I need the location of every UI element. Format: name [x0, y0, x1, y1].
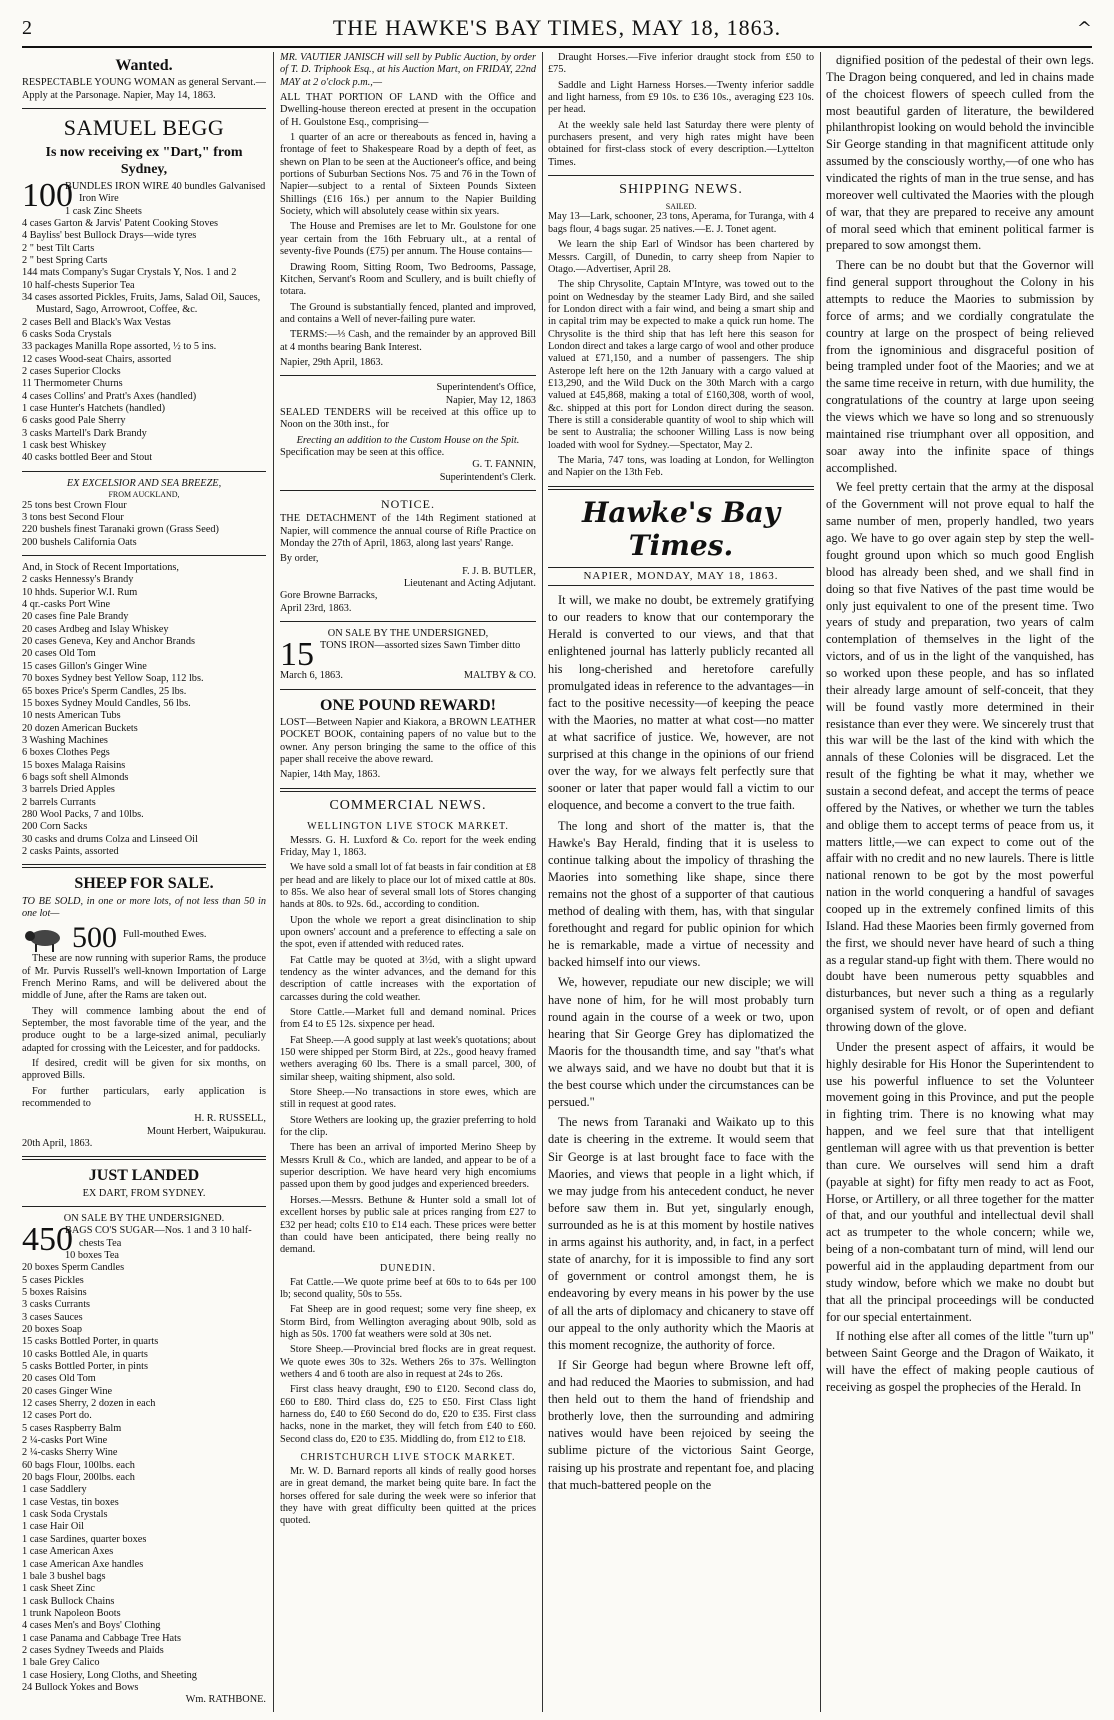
list-item: 3 casks Martell's Dark Brandy	[22, 427, 147, 439]
paragraph: Fat Cattle.—We quote prime beef at 60s to to 64s per 100 lb; second quality, 50s to 55s.	[280, 1276, 536, 1300]
paragraph: First class heavy draught, £90 to £120. Second class do, £60 to £80. Third class do, £25 to £50. First Class light harness do, £40 to £60 Second do do, £20 to £35. First class hacks, none in the market, they will fetch from £40 to £60. Second class do, £20 to £35. Middling do, from £12 to £18.	[280, 1384, 536, 1445]
editorial-continued	[826, 52, 1094, 1396]
shipping-title: SHIPPING NEWS.	[619, 182, 743, 198]
divider	[280, 490, 536, 491]
list-item: 3 casks Currants	[22, 1299, 91, 1311]
notice-sign: F. J. B. BUTLER,	[462, 565, 536, 577]
list-item: 25 tons best Crown Flour	[22, 499, 127, 511]
divider	[22, 1156, 266, 1160]
paragraph: 1 quarter of an acre or thereabouts as fenced in, having a frontage of feet to Shakespeare Road by a depth of feet, as shewn on Plan to be seen at the Auctioneer's office, and being portions of Suburban Sections Nos. 75 and 76 in the Town of Napier—subject to a rental of Sixteen Pounds Sixteen Shillings (£16 16s.) per annum to the Napier Building Society, which will absolutely cease within six years.	[280, 132, 536, 218]
list-item: 2 casks Paints, assorted	[22, 845, 119, 857]
list-item: 1 cask Bullock Chains	[22, 1595, 115, 1607]
list-item: 12 cases Sherry, 2 dozen in each	[22, 1398, 156, 1410]
list-item: 2 " best Tilt Carts	[22, 242, 95, 254]
list-item: 1 bale 3 bushel bags	[22, 1570, 106, 1582]
list-item: 4 qr.-casks Port Wine	[22, 599, 111, 611]
list-item: 20 boxes Sperm Candles	[22, 1262, 125, 1274]
paragraph: Store Wethers are looking up, the grazier preferring to hold for the clip.	[280, 1114, 536, 1139]
paragraph: Upon the whole we report a great disinclination to ship upon owners' account and a preference to effecting a sale on the spot, even if attended with reduced rates.	[280, 914, 536, 951]
list-item: 20 cases Geneva, Key and Anchor Brands	[22, 636, 195, 648]
paragraph: Draught Horses.—Five inferior draught stock from £50 to £75.	[548, 52, 814, 76]
notice-role: Lieutenant and Acting Adjutant.	[403, 578, 536, 590]
list-item: 12 cases Port do.	[22, 1410, 92, 1422]
page-number: 2	[22, 16, 32, 39]
paragraph: If nothing else after all comes of the little "turn up" between Saint George and the Dragon of Waikato, it will have the effect of making people cautious of receiving as gospel the prophecies of the Herald. In	[826, 1329, 1094, 1395]
sheep-head: Full-mouthed Ewes.	[123, 929, 207, 941]
divider	[280, 689, 536, 690]
begg-name: SAMUEL BEGG	[63, 114, 225, 140]
iron-text: TONS IRON—assorted sizes Sawn Timber ditto	[320, 640, 521, 652]
paragraph: The Maria, 747 tons, was loading at London, for Wellington and Napier on the 13th Feb.	[548, 455, 814, 479]
sheep-paras	[22, 953, 266, 1110]
landed-big-number: 450	[22, 1221, 73, 1259]
paragraph: The ship Chrysolite, Captain M'Intyre, was towed out to the point on Wednesday by the steamer Lady Bird, and she sailed for London direct with a fair wind, and being a smart ship and in capital trim may be expected to make a quick run home. The Chrysolite is the third ship that has left here this season for London direct and takes a large cargo of wool and other produce valued at £71,150, and a number of passengers. The ship Asterope left here on the 12th January with a cargo valued at £13,290, and the Wild Duck on the 30th March with a cargo valued at £45,868, making a total of £160,308, worth of wool, &c. shipped at this port for London direct during the season. There is still a considerable quantity of wool to ship which will be sent to Australia; the schooner Willing Lass is now being loaded with wool for Sydney.—Spectator, May 2.	[548, 279, 814, 451]
iron-sign: MALTBY & CO.	[463, 670, 536, 682]
paragraph: There has been an arrival of imported Merino Sheep by Messrs Krull & Co., which are landed, and appear to be of a superior description. We have heard very high encomiums passed upon them by good judges and experienced breeders.	[280, 1142, 536, 1191]
land-date: Napier, 29th April, 1863.	[280, 356, 384, 368]
tender-role: Superintendent's Clerk.	[439, 471, 536, 483]
list-item: 2 ¼-casks Sherry Wine	[22, 1447, 118, 1459]
paragraph: Messrs. G. H. Luxford & Co. report for the week ending Friday, May 1, 1863.	[280, 834, 536, 858]
corner-mark: ^	[1076, 17, 1092, 39]
list-item: 6 casks good Pale Sherry	[22, 415, 126, 427]
list-item: 5 cases Raspberry Balm	[22, 1422, 122, 1434]
begg-big-number: 100	[22, 176, 73, 214]
list-item: 20 cases Ardbeg and Islay Whiskey	[22, 623, 169, 635]
list-item: 20 cases Old Tom	[22, 1373, 96, 1385]
list-item: 33 packages Manilla Rope assorted, ½ to 5 ins.	[22, 341, 217, 353]
list-item: 15 cases Gillon's Ginger Wine	[22, 660, 147, 672]
tender-sign: G. T. FANNIN,	[472, 459, 536, 471]
list-item: 6 boxes Clothes Pegs	[22, 747, 110, 759]
paragraph: Store Sheep.—Provincial bred flocks are in great request. We quote ewes 30s to 32s. Wethers 26s to 37s. Wellington wethers 4 and 6 tooth are also in request at 24s to 26s.	[280, 1344, 536, 1380]
list-item: 2 cases Sydney Tweeds and Plaids	[22, 1644, 164, 1656]
paragraph: There can be no doubt but that the Governor will find general support throughout the Colony in his attempts to reduce the Maories to submission by force of arms; and we cordially congratulate the country at large on the prospect of being relieved from the ignominious and disgraceful position of being trampled under foot of the Maories; and we at the same time receive in return, with due humility, the congratulations of the country at large upon seeing the views which we have so long and so strenuously maintained rise triumphant over all opposition, and soar away into the infinite space of things accomplished.	[826, 258, 1094, 475]
list-item: 1 case American Axes	[22, 1546, 114, 1558]
column-rule	[820, 52, 821, 1712]
list-item: 1 case Saddlery	[22, 1484, 87, 1496]
divider	[22, 471, 266, 472]
paragraph: We feel pretty certain that the army at the disposal of the Government will not prove equal to half the same number of men, properly handled, two years ago. We have to go over again step by step the well-fought ground upon which so much good English blood has already been shed, and we shall find in doing so that five Natives of the past time would be only just equivalent to one of the present time. Two years of study and preparation, two years of calm contemplation of themselves in the light of the victors, and of us in the light of the vanquished, has so worked upon these people, and has so inflated their already large amount of self-conceit, that they will be found vastly more determined in their resistance than ever they were. We sincerely trust that this war will be the last of the kind with which the annals of these Colonies will be disgraced. Let the result of the fighting be what it may, whether we sustain a second defeat, and accept the terms of peace offered by the Natives, or whether we turn the tables and oblige them to accept terms of peace from us, it matters little,—we can expect to come out of the affair with no credit and no new laurels. There is little national renown to be got by the most powerful nation in the world conquering a handful of savages cooped up in the extremely confined limits of this Island. Had these Maories been firmly governed from the first, we should never have heard of such a thing as a regular stand-up fight with them. There would no doubt have been numerous petty squabbles and disturbances, but never such a thing as a regularly organised system of revolt, or of open and defiant throwing down of the glove.	[826, 480, 1094, 1034]
notice-date: April 23rd, 1863.	[280, 602, 352, 614]
paragraph: For further particulars, early application is recommended to	[22, 1085, 266, 1109]
list-item: BAGS CO'S SUGAR—Nos. 1 and 3 10 half-chests Tea	[65, 1225, 252, 1249]
paragraph: At the weekly sale held last Saturday there were plenty of purchasers present, and very high rates might have been obtained for first-class stock of every description.—Lyttelton Times.	[548, 119, 814, 168]
editorial	[548, 592, 814, 1494]
paragraph: dignified position of the pedestal of their own legs. The Dragon being conquered, and led in chains made of the choicest flowers of speech culled from the most beautiful garden of literature, the bewildered philanthropist looking on would behold the invincible Sir George standing in that magnificent attitude only assumed by the consciously worthy,—of one who has vindicated the rights of man in the true sense, and has moreover well cultivated the Maories with the plough of war, that they are prepared to receive any amount of moral seed which that eminent political farmer is prepared to sow amongst them.	[826, 53, 1094, 253]
draught-paras	[548, 52, 814, 169]
notice-place: Gore Browne Barracks,	[280, 590, 378, 602]
list-item: 20 cases fine Pale Brandy	[22, 611, 129, 623]
landed-items	[22, 1221, 266, 1694]
divider	[548, 175, 814, 176]
divider	[280, 621, 536, 622]
list-item: 15 boxes Sydney Mould Candles, 56 lbs.	[22, 697, 191, 709]
paragraph: The Ground is substantially fenced, planted and improved, and contains a Well of never-failing pure water.	[280, 301, 536, 325]
list-item: 20 cases Ginger Wine	[22, 1385, 113, 1397]
list-item: 6 bags soft shell Almonds	[22, 771, 129, 783]
list-item: 15 boxes Malaga Raisins	[22, 759, 126, 771]
list-item: 40 casks bottled Beer and Stout	[22, 452, 153, 464]
list-item: 20 cases Old Tom	[22, 648, 96, 660]
paragraph: Fat Cattle may be quoted at 3½d, with a slight upward tendency as the winter advances, and the demand for this description of cattle increases with the exportation of carcasses during the cold weather.	[280, 954, 536, 1003]
paragraph: We have sold a small lot of fat beasts in fair condition at £8 per head and are likely to place our lot of mixed cattle at 80s. to 85s. We also hear of several small lots of Stores changing hands at 80s. to 92s. 6d., according to condition.	[280, 862, 536, 911]
list-item: 1 case Vestas, tin boxes	[22, 1496, 119, 1508]
list-item: 3 cases Sauces	[22, 1311, 83, 1323]
list-item: 2 " best Spring Carts	[22, 254, 108, 266]
masthead	[22, 10, 1092, 48]
divider	[280, 788, 536, 792]
shipping-paras	[548, 239, 814, 480]
divider	[22, 555, 266, 556]
list-item: 11 Thermometer Churns	[22, 378, 123, 390]
list-item: 70 boxes Sydney best Yellow Soap, 112 lbs.	[22, 673, 204, 685]
column-4	[826, 52, 1094, 1712]
dateline: NAPIER, MONDAY, MAY 18, 1863.	[548, 567, 814, 586]
list-item: 1 bale Grey Calico	[22, 1657, 100, 1669]
landed-title: JUST LANDED	[88, 1167, 200, 1185]
list-item: 1 case Hunter's Hatchets (handled)	[22, 403, 166, 415]
paragraph: Store Sheep.—No transactions in store ewes, which are still in request at good rates.	[280, 1087, 536, 1111]
paper-title: Hawke's Bay Times.	[581, 495, 781, 563]
divider	[22, 108, 266, 109]
list-item: 2 cases Superior Clocks	[22, 366, 121, 378]
paragraph: We, however, repudiate our new disciple; we will have none of him, for he will most probably turn round again in the course of a week or two, upon hearing that Sir George Grey has diplomatized the Maoris for the thousandth time, and say "that's what we always said, and we have no doubt but that it is the best course which under the circumstances can be persued."	[548, 975, 814, 1110]
list-item: 280 Wool Packs, 7 and 10lbs.	[22, 808, 144, 820]
list-item: 3 Washing Machines	[22, 734, 108, 746]
dunedin-title: DUNEDIN.	[379, 1262, 437, 1274]
list-item: 1 cask Zinc Sheets	[65, 205, 142, 217]
paragraph: Store Cattle.—Market full and demand nominal. Prices from £4 to £5 12s. sixpence per head.	[280, 1007, 536, 1031]
column-1	[22, 52, 266, 1712]
tender-date: Napier, May 12, 1863	[445, 394, 536, 406]
sailed-text: May 13—Lark, schooner, 23 tons, Aperama, for Turanga, with 4 bags flour, 4 bags sugar. 25 natives.—E. J. Tonet agent.	[548, 211, 814, 235]
paragraph: Saddle and Light Harness Horses.—Twenty inferior saddle and light harness, from £9 10s. to £36 10s., averaging £23 10s. per head.	[548, 79, 814, 116]
iron-big-number: 15	[280, 636, 314, 674]
paragraph: They will commence lambing about the end of September, the most favorable time of the year, and the produce ought to be a large-sized animal, peculiarly adapted for crossing with the Leicester, and for paddocks.	[22, 1005, 266, 1054]
reward-date: Napier, 14th May, 1863.	[280, 769, 381, 781]
divider	[280, 375, 536, 376]
list-item: 4 cases Men's and Boys' Clothing	[22, 1620, 161, 1632]
landed-sale: ON SALE BY THE UNDERSIGNED.	[63, 1212, 225, 1224]
stock-items	[22, 574, 266, 858]
sheep-title: SHEEP FOR SALE.	[74, 875, 214, 893]
list-item: 1 case Hosiery, Long Cloths, and Sheeting	[22, 1669, 197, 1681]
sheep-icon	[22, 925, 66, 953]
column-rule	[273, 52, 274, 1712]
begg-items	[22, 176, 266, 465]
list-item: 200 Corn Sacks	[22, 821, 88, 833]
list-item: 3 tons best Second Flour	[22, 512, 124, 524]
tender-item: Erecting an addition to the Custom House on the Spit.	[296, 434, 520, 446]
land-text: ALL THAT PORTION OF LAND with the Office and Dwelling-house thereon erected at present in the occupation of H. Goulstone Esq., comprising—	[280, 92, 536, 128]
list-item: 1 case Hair Oil	[22, 1521, 85, 1533]
list-item: 6 casks Soda Crystals	[22, 328, 112, 340]
divider	[22, 864, 266, 868]
list-item: BUNDLES IRON WIRE 40 bundles Galvanised Iron Wire	[65, 180, 266, 205]
list-item: 20 boxes Soap	[22, 1323, 83, 1335]
landed-sign: Wm. RATHBONE.	[185, 1694, 266, 1706]
sheep-intro: TO BE SOLD, in one or more lots, of not less than 50 in one lot—	[22, 895, 266, 919]
sheep-place: Mount Herbert, Waipukurau.	[146, 1125, 266, 1137]
ex-from: FROM AUCKLAND,	[108, 490, 180, 500]
list-item: 20 dozen American Buckets	[22, 722, 138, 734]
list-item: 2 barrels Currants	[22, 796, 96, 808]
paragraph: Fat Sheep are in good request; some very fine sheep, ex Storm Bird, from Wellington averaging about 90lb, sold as high as 50s. 1700 fat weathers were sold at 30s net.	[280, 1304, 536, 1340]
list-item: 20 bags Flour, 200lbs. each	[22, 1472, 135, 1484]
paragraph: It will, we make no doubt, be extremely gratifying to our readers to know that our contemporary the Herald is converted to our views, and that that enlightened journal has latterly publicly recanted all his long-cherished and heretofore carefully promulgated ideas in reference to the advantages—in fact to the positive necessity—of keeping the peace with the Maories, no matter at what cost—no matter at what sacrifice of justice. We, however, are not surprised at this change in the opinions of our friend over the way, for we always felt perfectly sure that sooner or later that paper would fall a victim to our eloquence, and become a convert to the true faith.	[548, 593, 814, 813]
wellington-paras	[280, 835, 536, 1257]
list-item: 10 half-chests Superior Tea	[22, 279, 135, 291]
list-item: 10 hhds. Superior W.I. Rum	[22, 586, 138, 598]
list-item: 1 cask best Whiskey	[22, 440, 107, 452]
paragraph: The news from Taranaki and Waikato up to this date is cheering in the extreme. It would seem that Sir George is at last brought face to face with the Maories, and views that people in a light which, if we may judge from his antecedent conduct, he never before saw them in. But yet, singularly enough, surrounded as he is at this moment by hostile natives in arms against his authority, and, in fact, in a perfect state of anarchy, for it is impossible to find any sort of government or control amongst them, he is endeavoring by every means in his power by the use of all the arts of diplomacy and chicanery to stave off our appeal to the only authority which the Maoris at this moment recognize, the authority of force.	[548, 1115, 814, 1352]
paragraph: If desired, credit will be given for six months, on approved Bills.	[22, 1057, 266, 1082]
auction-notice: MR. VAUTIER JANISCH will sell by Public Auction, by order of T. D. Triphook Esq., at his Auction Mart, on FRIDAY, 22nd MAY at 2 o'clock p.m.,—	[280, 52, 536, 88]
iron-sale: ON SALE BY THE UNDERSIGNED,	[327, 628, 489, 640]
list-item: 3 barrels Dried Apples	[22, 784, 115, 796]
stock-title: And, in Stock of Recent Importations,	[22, 562, 180, 574]
land-paras	[280, 132, 536, 354]
list-item: 4 cases Collins' and Pratt's Axes (handled)	[22, 390, 197, 402]
paragraph: Under the present aspect of affairs, it would be highly desirable for His Honor the Superintendent to use his powerful influence to set the Volunteer movement going in this Province, and put the people in fighting trim. There is no knowing what may happen, and we feel sure that that intelligent gentleman will agree with us that prevention is better than cure. We ourselves will send him a draft (payable at sight) for fifty men ready to act as Foot, Horse, or Artillery, or all three together for the matter of that, and our youthful and intellectual devil shall act as trumpeter to the whole concern; while we, being of a non-combatant turn of mind, will lend our powerful aid in the applauding department from our study window, before which we make no doubt but that all the principal proceedings will be conducted for our special entertainment.	[826, 1039, 1094, 1324]
paragraph: If Sir George had begun where Browne left off, and had reduced the Maories to submission, and had then held out to them the hand of friendship and brotherly love, then the surrounding and admiring natives would have been rejoiced by seeing the sublime picture of the victorious Saint George, raising up his prostrate and repentant foe, and placing that much-battered people on the	[548, 1357, 814, 1492]
list-item: 1 case American Axe handles	[22, 1558, 144, 1570]
list-item: 30 casks and drums Colza and Linseed Oil	[22, 833, 198, 845]
wanted-title: Wanted.	[115, 57, 173, 74]
list-item: 10 nests American Tubs	[22, 710, 121, 722]
list-item: 1 cask Sheet Zinc	[22, 1583, 95, 1595]
divider	[22, 1206, 266, 1207]
list-item: 2 ¼-casks Port Wine	[22, 1435, 108, 1447]
wellington-title: WELLINGTON LIVE STOCK MARKET.	[307, 820, 509, 832]
reward-text: LOST—Between Napier and Kiakora, a BROWN LEATHER POCKET BOOK, containing papers of no value but to the owner. Any person bringing the same to the office of this paper shall receive the above reward.	[280, 717, 536, 766]
christchurch-title: CHRISTCHURCH LIVE STOCK MARKET.	[300, 1452, 516, 1463]
list-item: 10 casks Bottled Ale, in quarts	[22, 1348, 148, 1360]
notice-text: THE DETACHMENT of the 14th Regiment stationed at Napier, will commence the annual course of Rifle Practice on Monday the 27th of April, 1863, along last years' Range.	[280, 513, 536, 550]
list-item: 1 case Panama and Cabbage Tree Hats	[22, 1632, 181, 1644]
list-item: 2 cases Bell and Black's Wax Vestas	[22, 316, 171, 328]
sheep-sign: H. R. RUSSELL,	[194, 1113, 266, 1125]
list-item: 65 boxes Price's Sperm Candles, 25 lbs.	[22, 685, 187, 697]
paragraph: Fat Sheep.—A good supply at last week's quotations; about 150 were shipped per Storm Bird, at 22s., good heavy framed wethers averaging 60 lbs. There is a small parcel, 300, of similar sheep, waiting shipment, also sold.	[280, 1034, 536, 1083]
paragraph: Horses.—Messrs. Bethune & Hunter sold a small lot of excellent horses by public sale at prices ranging from £27 to £32 per head; colts £10 to £14 each. These prices were better than could have been anticipated, there being really no demand.	[280, 1194, 536, 1256]
ex-title: EX EXCELSIOR AND SEA BREEZE,	[66, 477, 222, 489]
list-item: 5 casks Bottled Porter, in pints	[22, 1361, 149, 1373]
christchurch-text: Mr. W. D. Barnard reports all kinds of really good horses are in great demand, the market being quite bare. In fact the horses offered for sale during the week were so inferior that they have with great difficulty been quitted at the prices quoted.	[280, 1466, 536, 1527]
iron-footer	[280, 670, 536, 682]
tender-office: Superintendent's Office,	[436, 382, 536, 394]
list-item: 1 trunk Napoleon Boots	[22, 1607, 121, 1619]
list-item: 60 bags Flour, 100lbs. each	[22, 1459, 135, 1471]
tender-text: SEALED TENDERS will be received at this office up to Noon on the 30th inst., for	[280, 406, 536, 431]
notice-by: By order,	[280, 553, 319, 565]
wanted-text: RESPECTABLE YOUNG WOMAN as general Servant.—Apply at the Parsonage. Napier, May 14, 1863.	[22, 77, 266, 101]
notice-title: NOTICE.	[381, 497, 435, 511]
sheep-big-number: 500	[72, 921, 117, 955]
paragraph: The long and short of the matter is, that the Hawke's Bay Herald, finding that it is useless to continue talking about the impolicy of thrashing the Maories into something like shape, since there remains not the ghost of a supporter of that cautious method of dealing with them, has, with that singular forethought and regard for public opinion for which he is remarkable, made a virtue of necessity and backed himself into our views.	[548, 818, 814, 970]
list-item: 200 bushels California Oats	[22, 536, 137, 548]
paragraph: We learn the ship Earl of Windsor has been chartered by Messrs. Cargill, of Dunedin, to carry sheep from Napier to Otago.—Advertiser, April 28.	[548, 239, 814, 275]
commercial-title: COMMERCIAL NEWS.	[329, 797, 487, 813]
list-item: 10 boxes Tea	[65, 1249, 119, 1261]
paragraph: Drawing Room, Sitting Room, Two Bedrooms, Passage, Kitchen, Servant's Room and Scullery, and is built chiefly of totara.	[280, 261, 536, 298]
ex-items	[22, 500, 266, 549]
list-item: 220 bushels finest Taranaki grown (Grass Seed)	[22, 524, 219, 536]
masthead-title: THE HAWKE'S BAY TIMES, MAY 18, 1863.	[332, 15, 782, 40]
list-item: 24 Bullock Yokes and Bows	[22, 1681, 139, 1693]
list-item: 5 boxes Raisins	[22, 1286, 87, 1298]
tender-spec: Specification may be seen at this office.	[280, 446, 445, 458]
list-item: 5 cases Pickles	[22, 1274, 84, 1286]
list-item: 4 Bayliss' best Bullock Drays—wide tyres	[22, 230, 197, 242]
list-item: 1 case Sardines, quarter boxes	[22, 1533, 147, 1545]
paragraph: TERMS:—⅓ Cash, and the remainder by an approved Bill at 4 months bearing Bank Interest.	[280, 329, 536, 353]
paragraph: These are now running with superior Rams, the produce of Mr. Purvis Russell's well-known Importation of Large French Merino Rams, and will be delivered about the middle of June, after the Rams are taken out.	[22, 953, 266, 1002]
sheep-date: 20th April, 1863.	[22, 1138, 93, 1150]
list-item: 34 cases assorted Pickles, Fruits, Jams, Salad Oil, Sauces, Mustard, Sago, Arrowroot, Coffee, &c.	[22, 291, 261, 316]
list-item: 4 cases Garton & Jarvis' Patent Cooking Stoves	[22, 217, 219, 229]
list-item: 144 mats Company's Sugar Crystals Y, Nos. 1 and 2	[22, 267, 237, 279]
reward-title: ONE POUND REWARD!	[320, 696, 496, 714]
begg-subtitle: Is now receiving ex "Dart," from Sydney,	[45, 145, 243, 178]
list-item: 2 casks Hennessy's Brandy	[22, 574, 134, 586]
landed-sub: EX DART, FROM SYDNEY.	[82, 1187, 206, 1199]
divider	[548, 486, 814, 490]
list-item: 12 cases Wood-seat Chairs, assorted	[22, 353, 172, 365]
sailed-label: SAILED.	[665, 201, 697, 211]
dunedin-paras	[280, 1277, 536, 1446]
list-item: 1 cask Soda Crystals	[22, 1509, 108, 1521]
column-2	[280, 52, 536, 1712]
paragraph: The House and Premises are let to Mr. Goulstone for one year certain from the 16th February ult., at a rental of seventy-five Pounds (£75) per annum. The House contains—	[280, 221, 536, 258]
iron-date: March 6, 1863.	[280, 670, 343, 682]
list-item: 15 casks Bottled Porter, in quarts	[22, 1336, 159, 1348]
column-rule	[542, 52, 543, 1712]
column-3	[548, 52, 814, 1712]
